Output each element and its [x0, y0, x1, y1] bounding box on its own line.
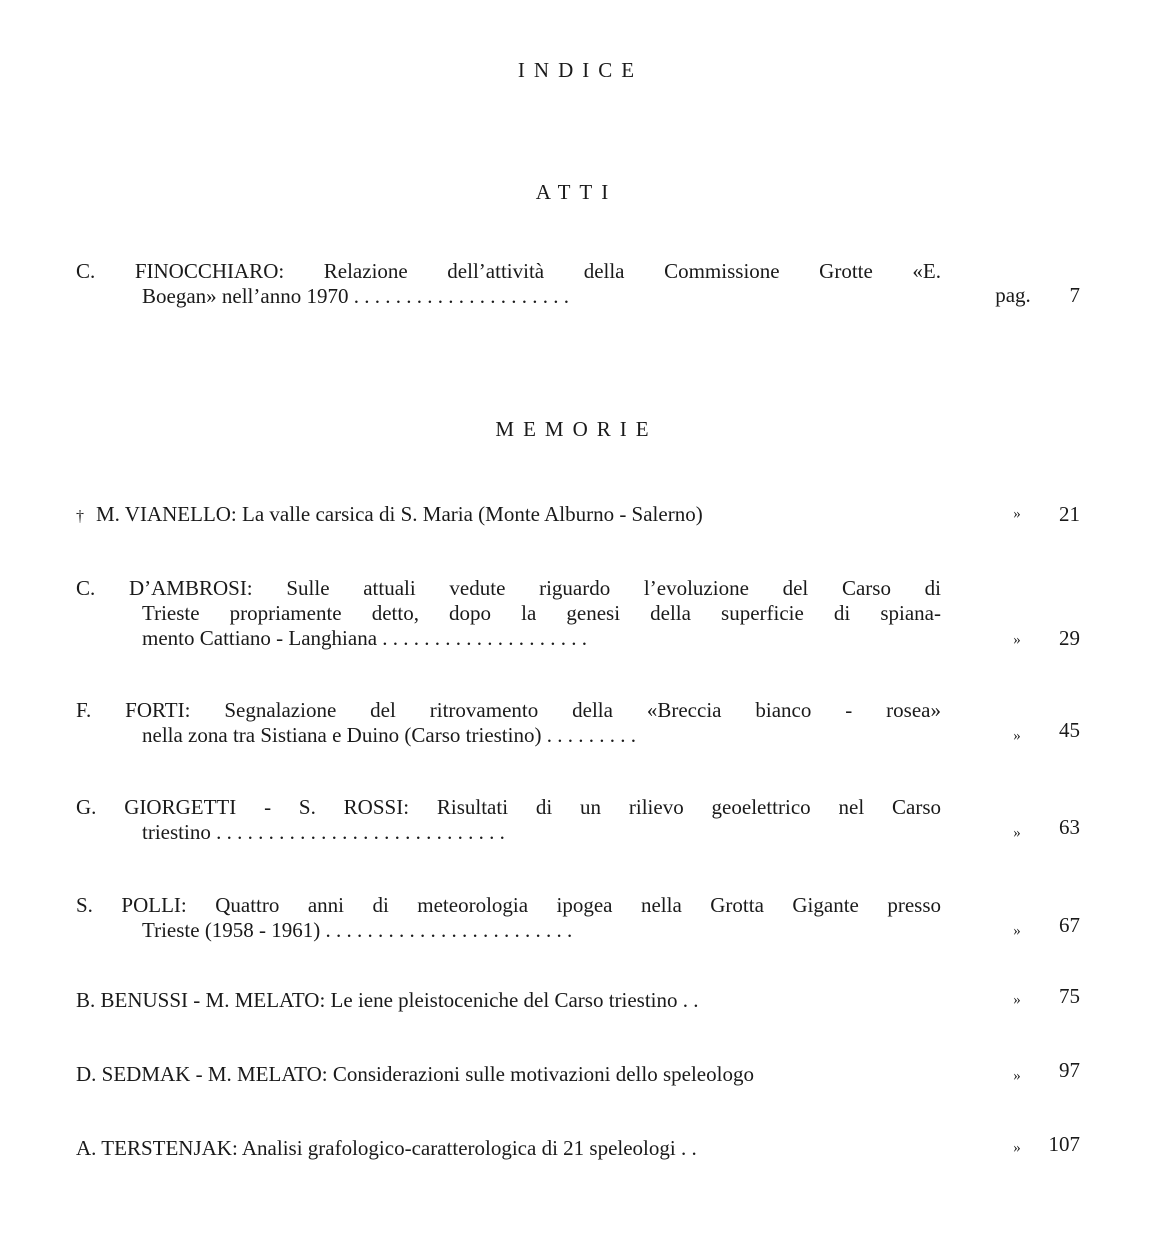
index-title: INDICE	[517, 58, 644, 82]
section-heading-memorie: MEMORIE	[495, 417, 658, 441]
ditto-marker: »	[1013, 923, 1021, 939]
leader-dots: . .	[680, 1136, 697, 1160]
toc-entry-benussi-melato	[76, 984, 1086, 1013]
ditto-marker: »	[1013, 506, 1021, 522]
page-number: 97	[1059, 1058, 1080, 1082]
toc-entry-finocchiaro	[76, 259, 1086, 309]
entry-line-2	[76, 820, 941, 845]
page-number: 7	[1069, 283, 1080, 307]
entry-text: M. VIANELLO: La valle carsica di S. Maria (Monte Alburno - Salerno)	[96, 502, 703, 526]
section-heading-atti: ATTI	[535, 180, 618, 204]
ditto-marker: »	[1013, 1140, 1021, 1156]
entry-text: nella zona tra Sistiana e Duino (Carso triestino)	[142, 723, 542, 747]
leader-dots: . . . . . . . . . . . . . . . . . . . .	[382, 626, 588, 650]
entry-line-1: D. SEDMAK - M. MELATO: Considerazioni sulle motivazioni dello speleologo	[76, 1062, 754, 1086]
toc-entry-forti	[76, 698, 1086, 748]
leader-dots: . .	[682, 988, 699, 1012]
page-number: 67	[1059, 913, 1080, 937]
entry-text: A. TERSTENJAK: Analisi grafologico-caratterologica di 21 speleologi	[76, 1136, 676, 1160]
ditto-marker: »	[1013, 728, 1021, 744]
dagger-symbol: †	[76, 508, 84, 525]
entry-line-1: G. GIORGETTI - S. ROSSI: Risultati di un rilievo geoelettrico nel Carso	[76, 795, 941, 819]
toc-entry-giorgetti-rossi	[76, 795, 1086, 845]
toc-entry-vianello	[76, 502, 1086, 527]
page-number: 21	[1059, 502, 1080, 526]
ditto-marker: »	[1013, 632, 1021, 648]
page-number: 75	[1059, 984, 1080, 1008]
entry-text: Trieste (1958 - 1961)	[142, 918, 321, 942]
ditto-marker: »	[1013, 825, 1021, 841]
entry-text: mento Cattiano - Langhiana	[142, 626, 378, 650]
entry-line-1	[76, 1136, 1086, 1161]
page-number: 107	[1048, 1132, 1080, 1156]
toc-entry-sedmak-melato	[76, 1058, 1086, 1087]
entry-line-2: Trieste propriamente detto, dopo la genesi della superficie di spiana-	[142, 601, 941, 625]
toc-entry-dambrosi	[76, 576, 1086, 651]
entry-line-1: F. FORTI: Segnalazione del ritrovamento della «Breccia bianco - rosea»	[76, 698, 941, 722]
entry-line-1	[76, 502, 1086, 527]
leader-dots: . . . . . . . . . . . . . . . . . . . . . . . . . . . .	[216, 820, 505, 844]
entry-text: Boegan» nell’anno 1970	[142, 284, 349, 308]
entry-line-2	[76, 284, 941, 309]
leader-dots: . . . . . . . . . . . . . . . . . . . . . . . .	[325, 918, 573, 942]
entry-line-2	[76, 723, 941, 748]
page-number: 45	[1059, 718, 1080, 742]
page-label: pag.	[995, 283, 1031, 307]
entry-line-1: C. D’AMBROSI: Sulle attuali vedute riguardo l’evoluzione del Carso di	[76, 576, 941, 600]
entry-line-1	[76, 988, 1086, 1013]
page-number: 63	[1059, 815, 1080, 839]
toc-entry-polli	[76, 893, 1086, 943]
entry-text: B. BENUSSI - M. MELATO: Le iene pleistoceniche del Carso triestino	[76, 988, 678, 1012]
ditto-marker: »	[1013, 1068, 1021, 1084]
toc-entry-terstenjak	[76, 1132, 1086, 1161]
leader-dots: . . . . . . . . . . . . . . . . . . . . .	[353, 284, 569, 308]
entry-line-1: C. FINOCCHIARO: Relazione dell’attività della Commissione Grotte «E.	[76, 259, 941, 283]
entry-line-1: S. POLLI: Quattro anni di meteorologia ipogea nella Grotta Gigante presso	[76, 893, 941, 917]
entry-text: triestino	[142, 820, 211, 844]
leader-dots: . . . . . . . . .	[546, 723, 636, 747]
entry-line-2	[76, 918, 941, 943]
ditto-marker: »	[1013, 992, 1021, 1008]
page-number: 29	[1059, 626, 1080, 650]
entry-line-3	[76, 626, 941, 651]
